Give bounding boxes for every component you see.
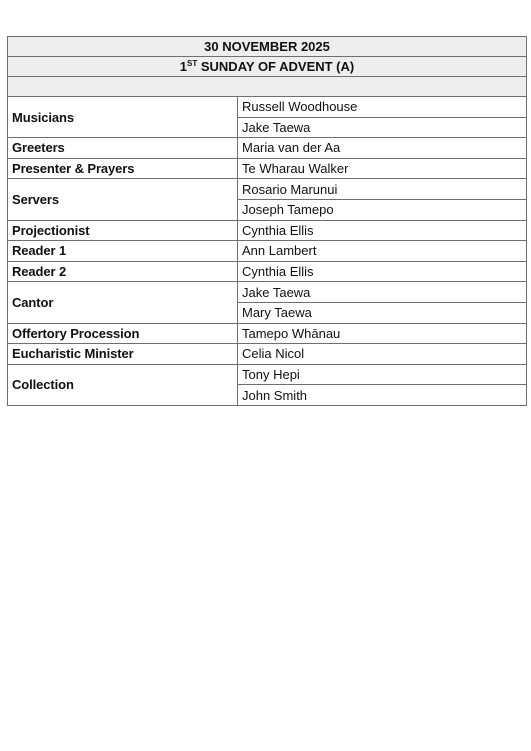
role-label: Collection — [8, 364, 238, 405]
person-name: Te Wharau Walker — [238, 158, 527, 179]
person-name: John Smith — [238, 385, 527, 406]
person-name: Ann Lambert — [238, 241, 527, 262]
spacer-cell — [8, 77, 527, 97]
role-label: Offertory Procession — [8, 323, 238, 344]
person-name: Cynthia Ellis — [238, 261, 527, 282]
date-row — [8, 37, 527, 57]
person-name: Jake Taewa — [238, 282, 527, 303]
role-label: Greeters — [8, 138, 238, 159]
role-label: Cantor — [8, 282, 238, 323]
person-name: Tony Hepi — [238, 364, 527, 385]
role-label: Reader 2 — [8, 261, 238, 282]
role-label: Musicians — [8, 97, 238, 138]
person-name: Joseph Tamepo — [238, 199, 527, 220]
role-label: Reader 1 — [8, 241, 238, 262]
roster-row — [8, 241, 527, 262]
person-name: Mary Taewa — [238, 302, 527, 323]
roster-row — [8, 344, 527, 365]
roster-row — [8, 282, 527, 303]
date-heading: 30 NOVEMBER 2025 — [8, 37, 527, 57]
role-label: Projectionist — [8, 220, 238, 241]
roster-row — [8, 261, 527, 282]
occasion-heading — [8, 57, 527, 77]
person-name: Maria van der Aa — [238, 138, 527, 159]
roster-row — [8, 364, 527, 385]
occasion-ordinal-suffix: ST — [187, 59, 198, 68]
occasion-row — [8, 57, 527, 77]
roster-row — [8, 97, 527, 118]
roster-row — [8, 220, 527, 241]
roster-row — [8, 179, 527, 200]
roster-body — [8, 37, 527, 406]
person-name: Russell Woodhouse — [238, 97, 527, 118]
roster-row — [8, 138, 527, 159]
roster-table — [7, 36, 527, 406]
role-label: Servers — [8, 179, 238, 220]
person-name: Tamepo Whānau — [238, 323, 527, 344]
occasion-title: SUNDAY OF ADVENT (A) — [200, 59, 355, 74]
role-label: Eucharistic Minister — [8, 344, 238, 365]
roster-row — [8, 158, 527, 179]
person-name: Rosario Marunui — [238, 179, 527, 200]
person-name: Celia Nicol — [238, 344, 527, 365]
role-label: Presenter & Prayers — [8, 158, 238, 179]
person-name: Cynthia Ellis — [238, 220, 527, 241]
roster-row — [8, 323, 527, 344]
occasion-ordinal-number: 1 — [179, 59, 187, 74]
person-name: Jake Taewa — [238, 117, 527, 138]
spacer-row — [8, 77, 527, 97]
